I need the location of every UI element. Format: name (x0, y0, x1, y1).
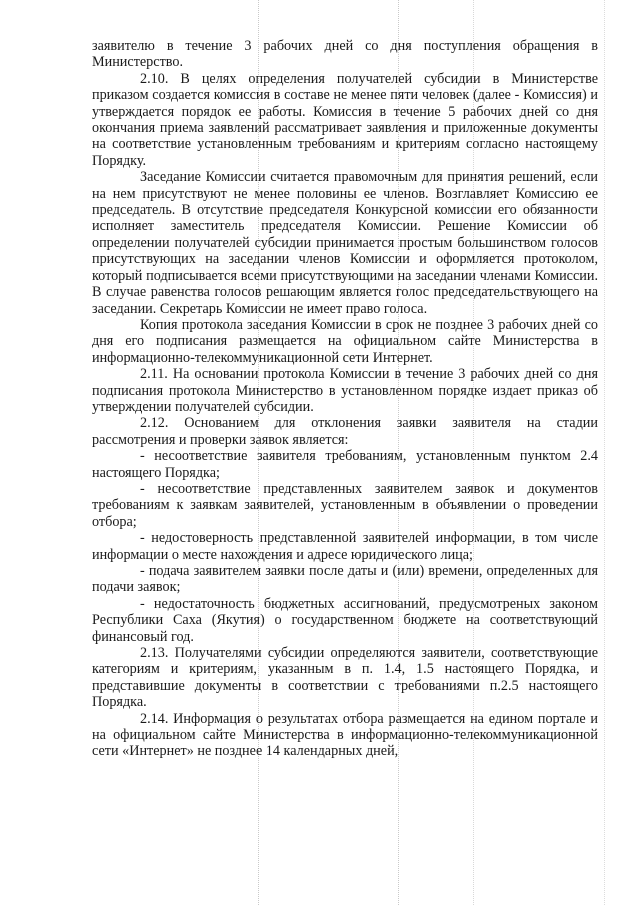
paragraph-2-14: 2.14. Информация о результатах отбора размещается на едином портале и на официальном сайте Министерства в информационно-телекоммуникационной сети «Интернет» не позднее 14 календарных дней, (92, 710, 598, 760)
scan-artifact-line (604, 0, 605, 905)
paragraph-continuation: заявителю в течение 3 рабочих дней со дня поступления обращения в Министерство. (92, 38, 598, 71)
list-item-requirements: - несоответствие заявителя требованиям, установленным пунктом 2.4 настоящего Порядка; (92, 448, 598, 481)
paragraph-2-11: 2.11. На основании протокола Комиссии в течение 3 рабочих дней со дня подписания протокола Министерство в установленном порядке издает приказ об утверждении получателей субсидии. (92, 366, 598, 415)
document-body (92, 38, 598, 760)
list-item-documents: - несоответствие представленных заявителем заявок и документов требованиям к заявкам заявителей, установленным в объявлении о проведении отбора; (92, 480, 598, 530)
list-item-insufficient-budget: - недостаточность бюджетных ассигнований, предусмотреных законом Республики Саха (Якутия) о государственном бюджете на соответствующий финансовый год. (92, 595, 598, 645)
paragraph-commission-meeting: Заседание Комиссии считается правомочным для принятия решений, если на нем присутствуют не менее половины ее членов. Возглавляет Комиссию ее председатель. В отсутствие председателя Конкурсной комиссии его обязанности исполняет заместитель председателя Комиссии. Решение Комиссии об определении получателей субсидии принимается простым большинством голосов присутствующих на заседании членов Комиссии и оформляется протоколом, который подписывается всеми присутствующими на заседании членами Комиссии. В случае равенства голосов решающим является голос председательствующего на заседании. Секретарь Комиссии не имеет право голоса. (92, 169, 598, 317)
paragraph-2-12: 2.12. Основанием для отклонения заявки заявителя на стадии рассмотрения и проверки заявок является: (92, 415, 598, 448)
list-item-late-submission: - подача заявителем заявки после даты и (или) времени, определенных для подачи заявок; (92, 563, 598, 596)
list-item-false-info: - недостоверность представленной заявителей информации, в том числе информации о месте нахождения и адресе юридического лица; (92, 530, 598, 563)
paragraph-protocol-copy: Копия протокола заседания Комиссии в срок не позднее 3 рабочих дней со дня его подписания размещается на официальном сайте Министерства в информационно-телекоммуникационной сети Интернет. (92, 316, 598, 366)
paragraph-2-10: 2.10. В целях определения получателей субсидии в Министерстве приказом создается комиссия в составе не менее пяти человек (далее - Комиссия) и утверждается порядок ее работы. Комиссия в течение 5 рабочих дней со дня окончания приема заявлений рассматривает заявления и приложенные документы на соответствие установленным требованиям и критериям согласно настоящему Порядку. (92, 70, 598, 169)
paragraph-2-13: 2.13. Получателями субсидии определяются заявители, соответствующие категориям и критериям, указанным в п. 1.4, 1.5 настоящего Порядка, и представившие документы в соответствии с требованиями п.2.5 настоящего Порядка. (92, 645, 598, 711)
